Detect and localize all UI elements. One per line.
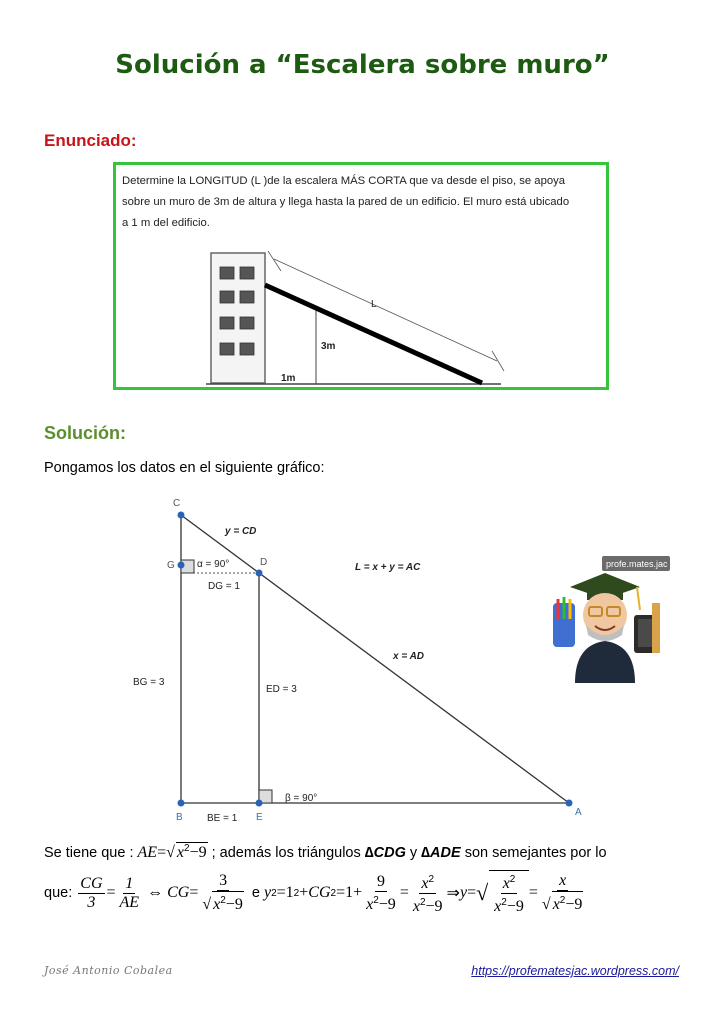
label-L: L — [371, 299, 377, 310]
problem-figure — [116, 223, 606, 388]
problem-line: Determine la LONGITUD (L )de la escalera MÁS CORTA que va desde el piso, se apoya — [122, 175, 566, 187]
intro-text: Pongamos los datos en el siguiente gráfico: — [44, 460, 325, 476]
label-ed: ED = 3 — [266, 684, 297, 695]
point-A — [566, 800, 573, 807]
dimension-line — [274, 259, 497, 361]
footer-author: José Antonio Cobalea — [44, 964, 173, 977]
solution-diagram — [0, 495, 725, 835]
solution-suffix: son semejantes por lo — [464, 844, 607, 861]
triangle-ade: ∆ADE — [421, 844, 461, 861]
footer-link[interactable]: https://profematesjac.wordpress.com/ — [471, 964, 679, 978]
label-1m: 1m — [281, 373, 296, 384]
triangle-cdg: ∆CDG — [364, 844, 406, 861]
label-be: BE = 1 — [207, 813, 238, 824]
solution-and: y — [409, 844, 418, 861]
label-alpha: α = 90° — [197, 559, 230, 570]
point-C — [178, 512, 185, 519]
label-y: y = CD — [225, 526, 257, 537]
segment-CA — [181, 515, 569, 803]
label-dg: DG = 1 — [208, 581, 240, 592]
label-beta: β = 90° — [285, 793, 318, 804]
page-title: Solución a “Escalera sobre muro” — [115, 50, 610, 80]
vertex-D: D — [260, 557, 268, 568]
label-L: L = x + y = AC — [355, 562, 421, 573]
point-B — [178, 800, 185, 807]
solution-line-2: que: $\frac{CG}{3}$ = $\frac{1}{AE}$ ⇔ CG = $\frac{3}{√ x^2-9}$ e y 2 =1 2 + CG 2 =1+ $\frac{9}{x^2-9}$ = $\frac{x^2}{x^2-9}$ ⇒ y = √ $\frac{x^2}{x^2-9}$ = $\frac{x}{√ x^2-9}$ — [44, 872, 583, 915]
point-D — [256, 570, 263, 577]
solution-line2-and: e — [251, 885, 260, 901]
solution-mid: ; además los triángulos — [211, 844, 361, 861]
avatar-tag: profe.mates.jac — [606, 559, 668, 569]
vertex-C: C — [173, 498, 181, 509]
label-bg: BG = 3 — [133, 677, 165, 688]
solucion-heading: Solución: — [44, 423, 126, 443]
solution-prefix: Se tiene que : — [44, 844, 134, 861]
solution-line2-prefix: que: — [44, 885, 73, 901]
label-3m: 3m — [321, 341, 336, 352]
point-G — [178, 562, 185, 569]
problem-line: sobre un muro de 3m de altura y llega hasta la pared de un edificio. El muro está ubicado — [122, 196, 570, 208]
point-E — [256, 800, 263, 807]
problem-statement-box — [113, 162, 609, 390]
problem-line: a 1 m del edificio. — [122, 217, 210, 229]
building-icon — [211, 253, 265, 383]
label-x: x = AD — [393, 651, 425, 662]
teacher-avatar-icon — [553, 556, 670, 683]
enunciado-heading: Enunciado: — [44, 131, 137, 150]
vertex-B: B — [176, 812, 183, 823]
solution-line-1: Se tiene que : AE=√ $x^2-9$ ; además los triángulos ∆CDG y ∆ADE son semejantes por lo — [44, 843, 607, 861]
vertex-E: E — [256, 812, 263, 823]
vertex-G: G — [167, 560, 175, 571]
vertex-A: A — [575, 807, 582, 818]
